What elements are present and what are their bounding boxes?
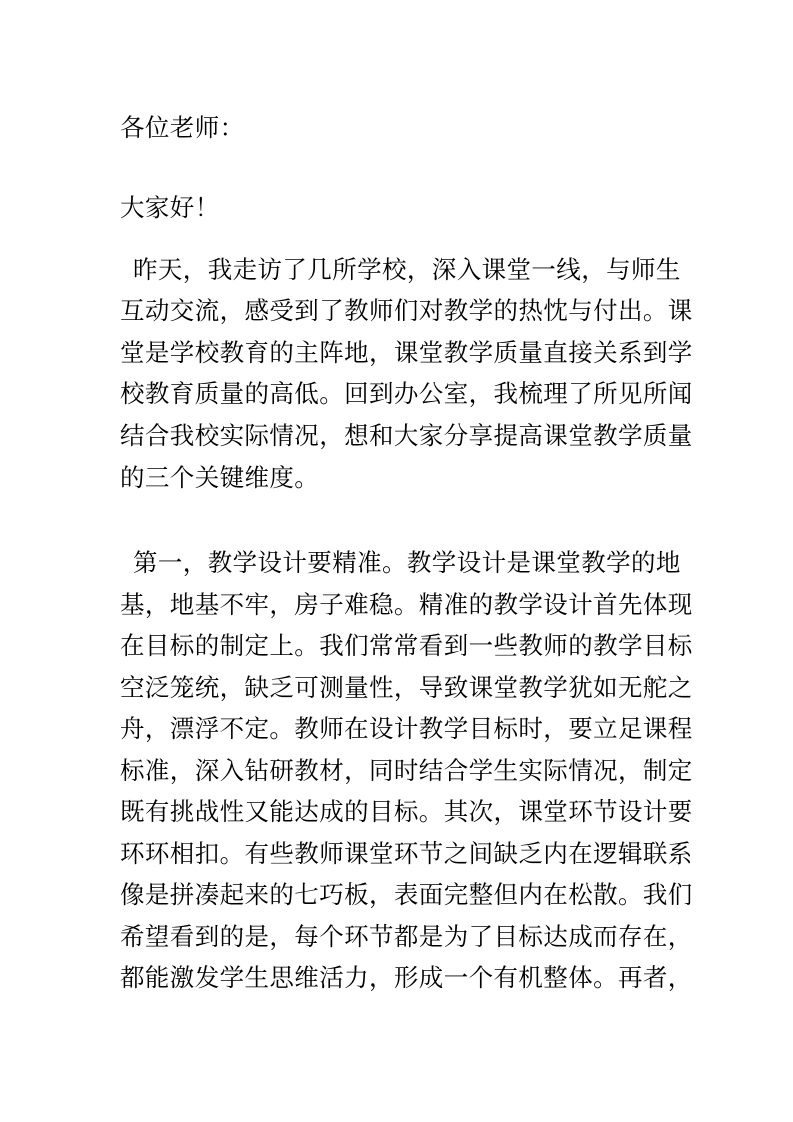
paragraph-line: 的三个关键维度。: [120, 463, 320, 492]
paragraph-line: 昨天，我走访了几所学校，深入课堂一线，与师生: [133, 255, 681, 284]
paragraph-line: 校教育质量的高低。回到办公室，我梳理了所见所闻: [120, 379, 693, 408]
paragraph-line: 空泛笼统，缺乏可测量性，导致课堂教学犹如无舵之: [120, 673, 693, 702]
paragraph-line: 像是拼凑起来的七巧板，表面完整但内在松散。我们: [120, 880, 693, 909]
paragraph-line: 互动交流，感受到了教师们对教学的热忱与付出。课: [120, 296, 693, 325]
greeting: 大家好！: [120, 193, 220, 222]
paragraph-line: 标准，深入钻研教材，同时结合学生实际情况，制定: [120, 756, 693, 785]
salutation: 各位老师：: [120, 113, 245, 142]
paragraph-line: 结合我校实际情况，想和大家分享提高课堂教学质量: [120, 421, 693, 450]
paragraph-line: 既有挑战性又能达成的目标。其次，课堂环节设计要: [120, 797, 693, 826]
paragraph-line: 环环相扣。有些教师课堂环节之间缺乏内在逻辑联系: [120, 839, 693, 868]
paragraph-line: 都能激发学生思维活力，形成一个有机整体。再者，: [120, 963, 693, 992]
paragraph-line: 基，地基不牢，房子难稳。精准的教学设计首先体现: [120, 590, 693, 619]
paragraph-line: 在目标的制定上。我们常常看到一些教师的教学目标: [120, 631, 693, 660]
paragraph-line: 希望看到的是，每个环节都是为了目标达成而存在，: [120, 922, 693, 951]
paragraph-line: 堂是学校教育的主阵地，课堂教学质量直接关系到学: [120, 338, 693, 367]
paragraph-line: 舟，漂浮不定。教师在设计教学目标时，要立足课程: [120, 714, 693, 743]
paragraph-line: 第一，教学设计要精准。教学设计是课堂教学的地: [133, 548, 681, 577]
